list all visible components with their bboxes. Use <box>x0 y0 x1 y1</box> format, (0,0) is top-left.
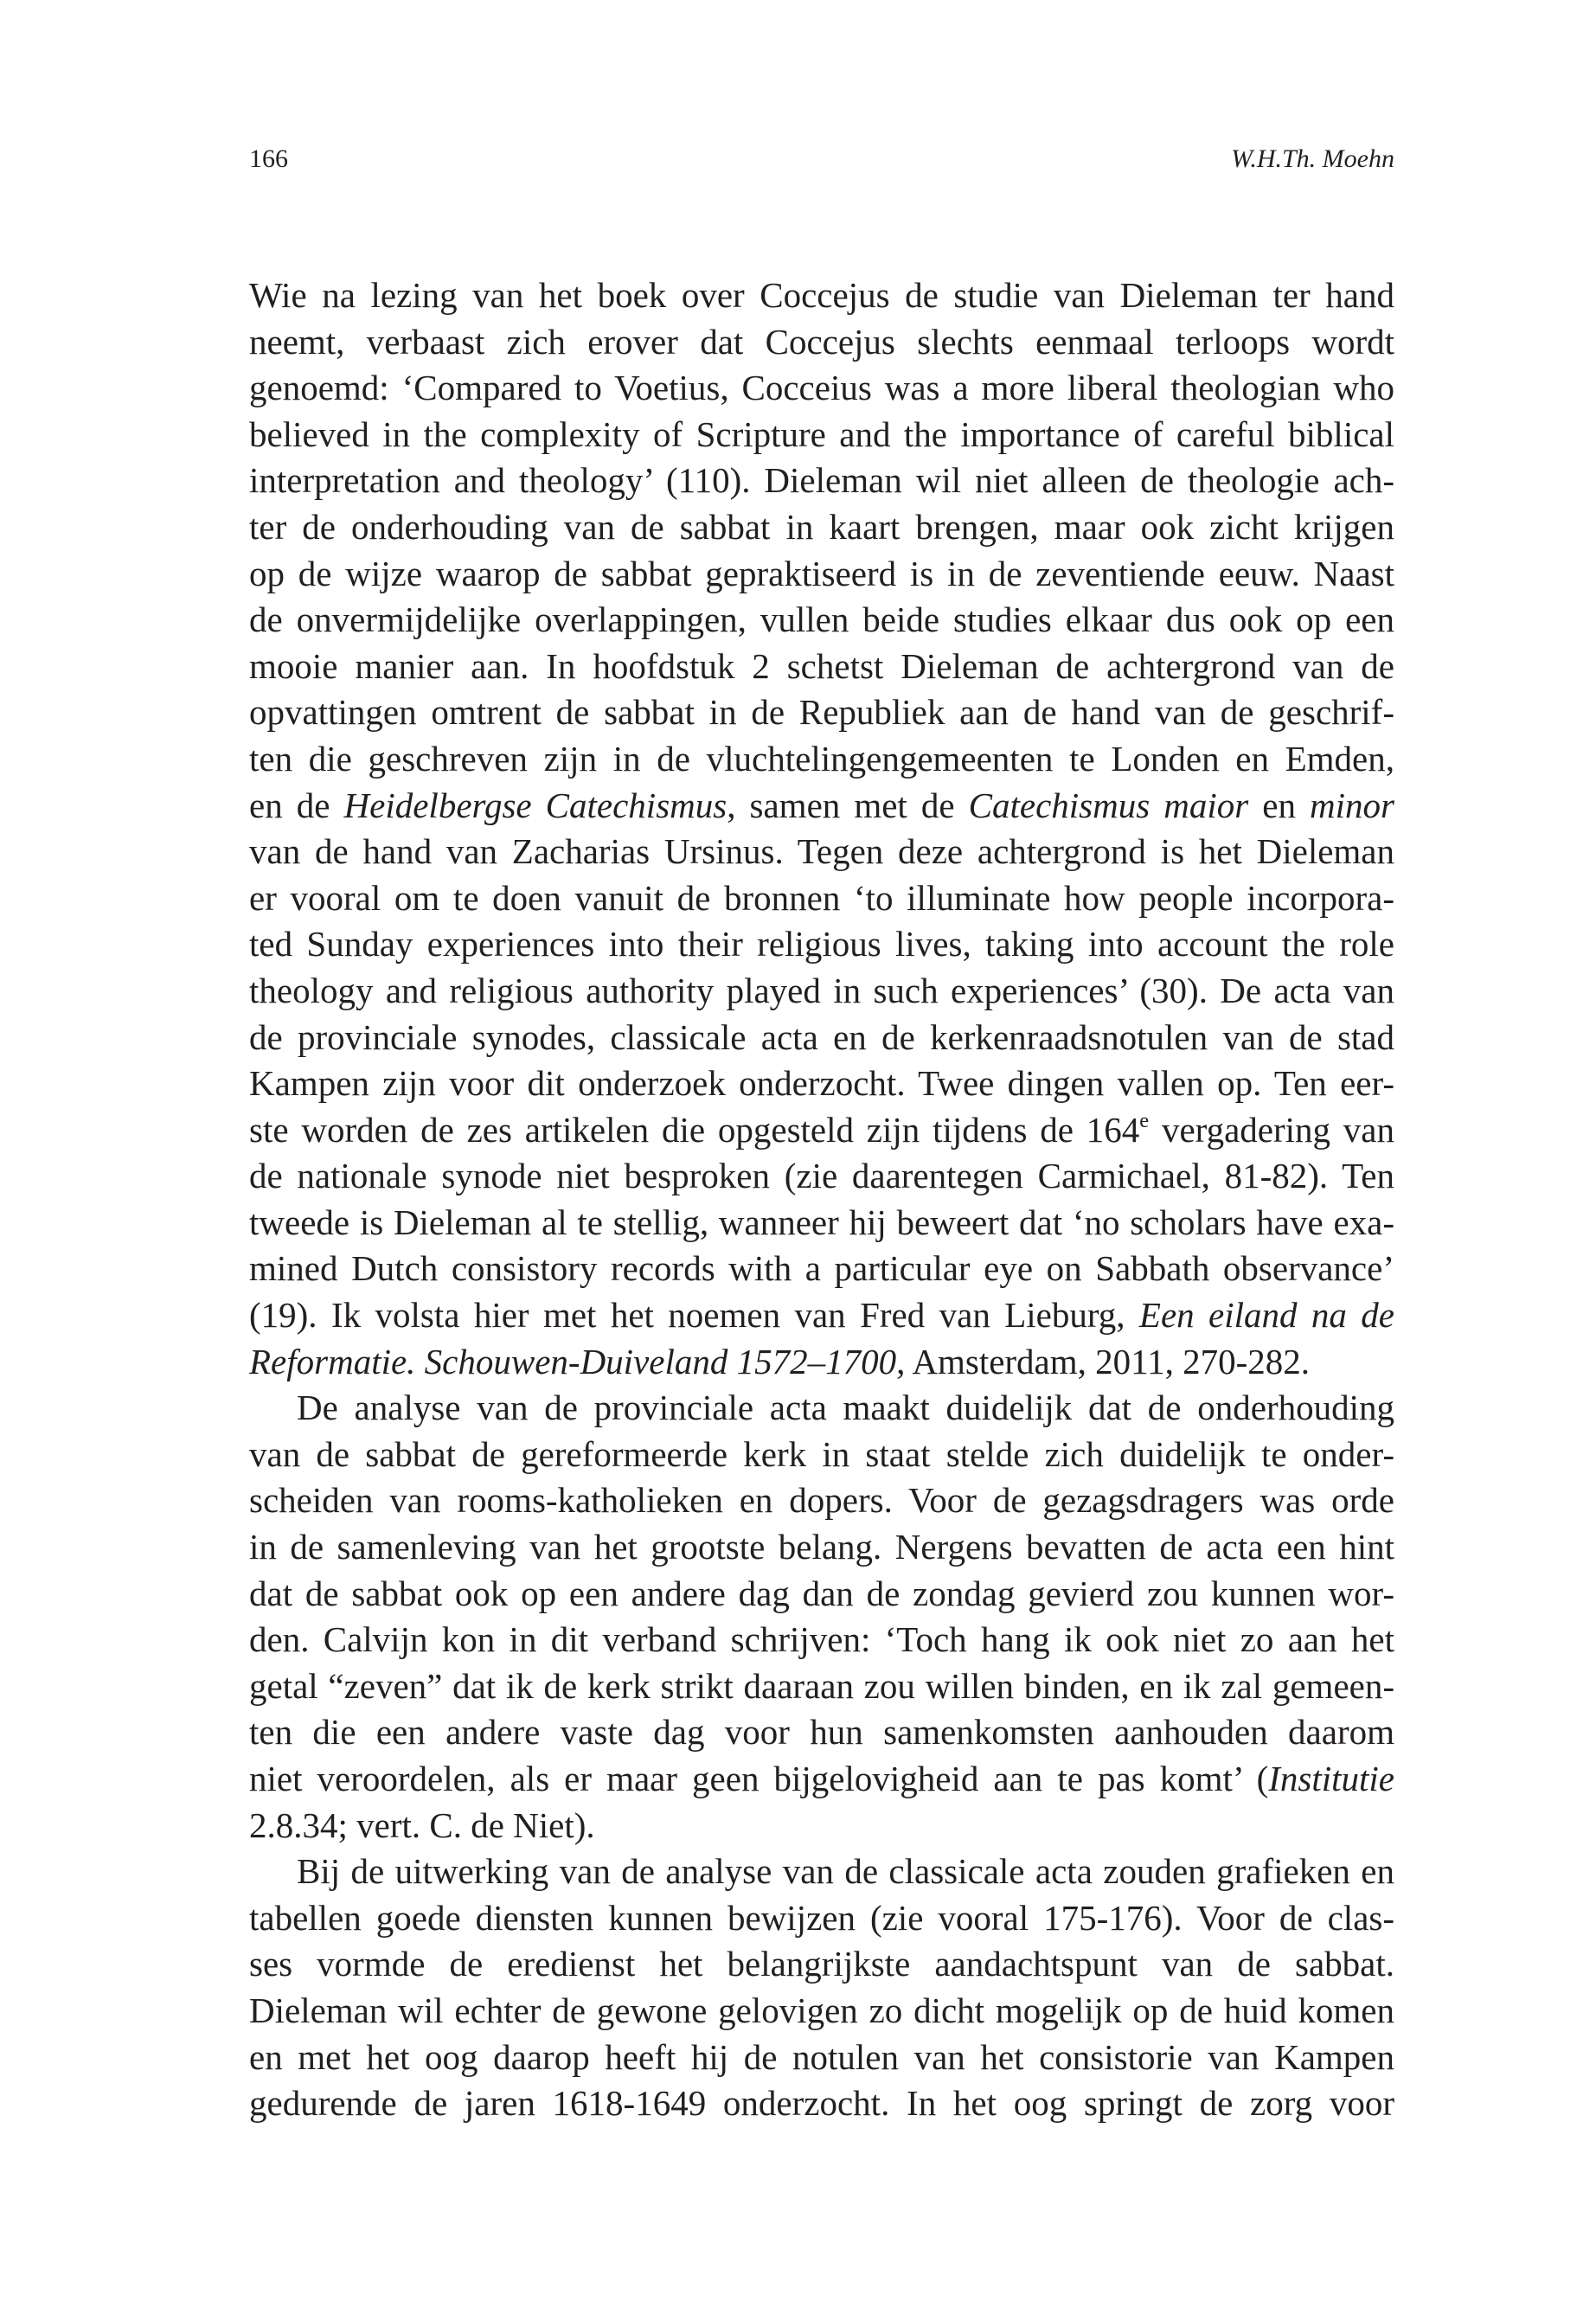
text-line: opvattingen omtrent de sabbat in de Republiek aan de hand van de geschrif- <box>249 692 1394 733</box>
text-line: Dieleman wil echter de gewone gelovigen zo dicht mogelijk op de huid komen <box>249 1990 1394 2030</box>
text-line: ten die geschreven zijn in de vluchtelingengemeenten te Londen en Emden, <box>249 738 1394 779</box>
book-title-een-eiland: Een eiland na de <box>1138 1295 1395 1336</box>
paragraph-1 <box>249 272 1394 1385</box>
text-line: in de samenleving van het grootste belang. Nergens bevatten de acta een hint <box>249 1527 1394 1567</box>
text-line: neemt, verbaast zich erover dat Coccejus slechts eenmaal terloops wordt <box>249 321 1394 362</box>
text-line: genoemd: ‘Compared to Voetius, Cocceius was a more liberal theologian who <box>249 368 1394 408</box>
text-line: believed in the complexity of Scripture and the importance of careful biblical <box>249 413 1394 454</box>
book-title-minor: minor <box>1310 785 1394 825</box>
text-line: 2.8.34; vert. C. de Niet). <box>249 1804 595 1845</box>
paragraph-3 <box>249 1849 1394 2127</box>
text-line <box>249 1107 1394 1154</box>
superscript: e <box>1139 1108 1150 1132</box>
book-title-heidelbergse-catechismus: Heidelbergse Catechismus <box>343 785 727 825</box>
text-line: scheiden van rooms-katholieken en dopers. Voor de gezagsdragers was orde <box>249 1480 1394 1521</box>
body-text <box>249 272 1394 2127</box>
text-line: ses vormde de eredienst het belangrijkste aandachtspunt van de sabbat. <box>249 1944 1394 1984</box>
text-line: de nationale synode niet besproken (zie daarentegen Carmichael, 81-82). Ten <box>249 1156 1394 1196</box>
book-title-reformatie: Reformatie. Schouwen-Duiveland 1572–1700 <box>249 1341 897 1381</box>
text-run: , Amsterdam, 2011, 270-282. <box>896 1341 1311 1381</box>
text-line <box>249 1339 1394 1386</box>
text-line: van de hand van Zacharias Ursinus. Tegen deze achtergrond is het Dieleman <box>249 831 1394 872</box>
text-line <box>249 783 1394 830</box>
text-run: vergadering van <box>1149 1109 1395 1150</box>
text-line: De analyse van de provinciale acta maakt duidelijk dat de onderhouding <box>297 1388 1394 1428</box>
text-line: er vooral om te doen vanuit de bronnen ‘to illuminate how people incorpora- <box>249 877 1394 918</box>
text-line <box>249 1292 1394 1339</box>
running-head-author: W.H.Th. Moehn <box>1231 144 1394 173</box>
text-line: den. Calvijn kon in dit verband schrijven: ‘Toch hang ik ook niet zo aan het <box>249 1619 1394 1660</box>
text-line: Wie na lezing van het boek over Coccejus de studie van Dieleman ter hand <box>249 275 1394 315</box>
text-run: ste worden de zes artikelen die opgesteld zijn tijdens de 164 <box>249 1109 1140 1150</box>
paragraph-2 <box>249 1385 1394 1849</box>
text-line: en met het oog daarop heeft hij de notulen van het consistorie van Kampen <box>249 2036 1394 2077</box>
text-run: (19). Ik volsta hier met het noemen van Fred van Lieburg, <box>249 1295 1139 1336</box>
text-line: gedurende de jaren 1618-1649 onderzocht. In het oog springt de zorg voor <box>249 2083 1394 2124</box>
text-line: Bij de uitwerking van de analyse van de classicale acta zouden grafieken en <box>297 1851 1394 1892</box>
text-line: tabellen goede diensten kunnen bewijzen (zie vooral 175-176). Voor de clas- <box>249 1897 1394 1938</box>
text-line: Kampen zijn voor dit onderzoek onderzocht. Twee dingen vallen op. Ten eer- <box>249 1063 1394 1104</box>
page-number: 166 <box>249 144 288 173</box>
text-line: theology and religious authority played in such experiences’ (30). De acta van <box>249 970 1394 1010</box>
text-line: tweede is Dieleman al te stellig, wanneer hij beweert dat ‘no scholars have exa- <box>249 1202 1394 1242</box>
text-line: dat de sabbat ook op een andere dag dan de zondag gevierd zou kunnen wor- <box>249 1573 1394 1613</box>
book-title-catechismus-maior: Catechismus maior <box>968 785 1249 825</box>
text-line: interpretation and theology’ (110). Dieleman wil niet alleen de theologie ach- <box>249 460 1394 501</box>
text-run: , samen met de <box>727 785 969 825</box>
text-line: de provinciale synodes, classicale acta en de kerkenraadsnotulen van de stad <box>249 1016 1394 1057</box>
text-run: niet veroordelen, als er maar geen bijgelovigheid aan te pas komt’ ( <box>249 1759 1269 1798</box>
text-line: ted Sunday experiences into their religious lives, taking into account the role <box>249 924 1394 965</box>
text-line: op de wijze waarop de sabbat gepraktiseerd is in de zeventiende eeuw. Naast <box>249 553 1394 593</box>
text-line: mooie manier aan. In hoofdstuk 2 schetst Dieleman de achtergrond van de <box>249 645 1394 686</box>
text-line: van de sabbat de gereformeerde kerk in staat stelde zich duidelijk te onder- <box>249 1433 1394 1474</box>
book-title-institutie: Institutie <box>1268 1759 1394 1798</box>
text-line <box>249 1756 1394 1803</box>
text-line: getal “zeven” dat ik de kerk strikt daaraan zou willen binden, en ik zal gemeen- <box>249 1665 1394 1706</box>
text-run: en de <box>249 785 344 825</box>
text-line: de onvermijdelijke overlappingen, vullen beide studies elkaar dus ook op een <box>249 599 1394 640</box>
text-line: ter de onderhouding van de sabbat in kaart brengen, maar ook zicht krijgen <box>249 506 1394 547</box>
text-line: mined Dutch consistory records with a particular eye on Sabbath observance’ <box>249 1248 1394 1289</box>
text-run: en <box>1248 785 1311 825</box>
running-head <box>249 142 1394 176</box>
text-line: ten die een andere vaste dag voor hun samenkomsten aanhouden daarom <box>249 1712 1394 1753</box>
